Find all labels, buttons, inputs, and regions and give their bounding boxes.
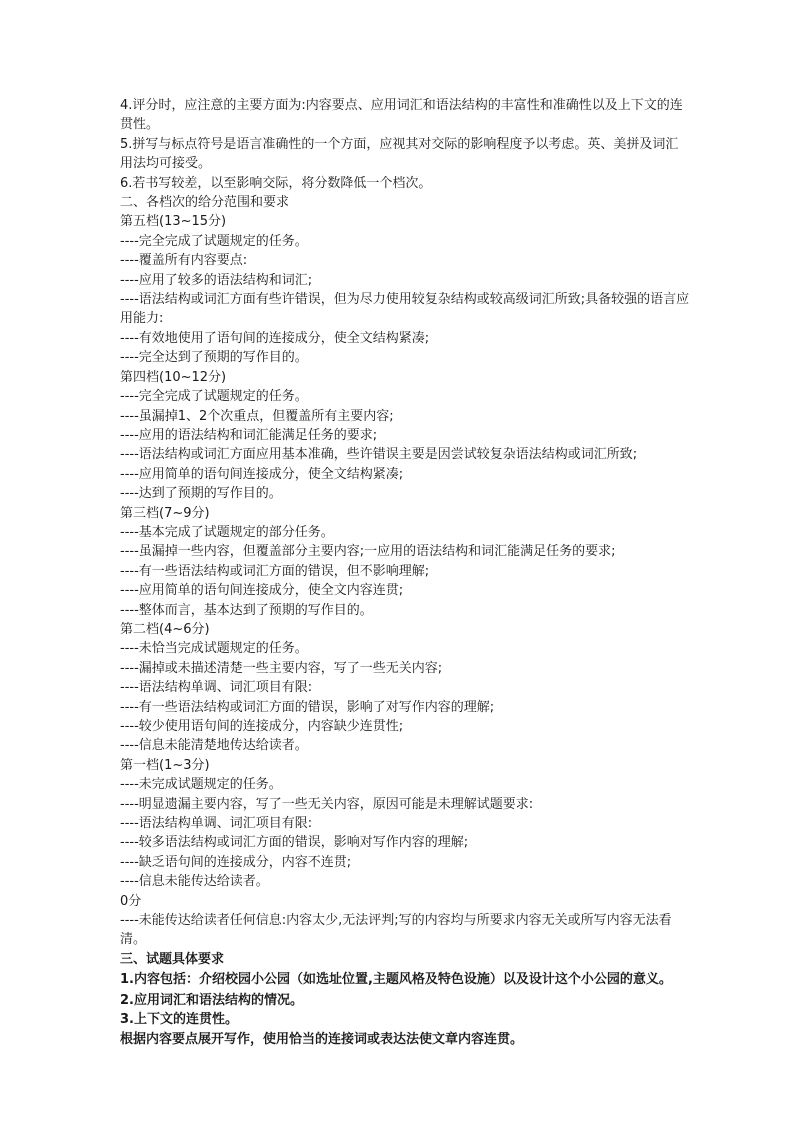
band-1-item: ----较多语法结构或词汇方面的错误，影响对写作内容的理解; <box>120 835 469 851</box>
band-3-item: ----整体而言，基本达到了预期的写作目的。 <box>120 602 373 618</box>
band-5-item: ----语法结构或词汇方面有些许错误，但为尽力使用较复杂结构或较高级词汇所致;具备较强的语言应用能力: <box>120 292 690 327</box>
band-1-item: ----缺乏语句间的连接成分，内容不连贯; <box>120 854 352 870</box>
band-0-heading: 0分 <box>120 893 142 909</box>
band-4-item: ----虽漏掉1、2个次重点，但覆盖所有主要内容; <box>120 408 394 424</box>
section-heading-3: 三、试题具体要求 <box>120 951 225 967</box>
band-4-item: ----应用的语法结构和词汇能满足任务的要求; <box>120 427 378 443</box>
band-0-item: ----未能传达给读者任何信息:内容太少,无法评判;写的内容均与所要求内容无关或所写内容无法看清。 <box>120 913 672 948</box>
band-5-item: ----完全完成了试题规定的任务。 <box>120 233 308 249</box>
band-2-item: ----有一些语法结构或词汇方面的错误，影响了对写作内容的理解; <box>120 699 495 715</box>
section-heading-2: 二、各档次的给分范围和要求 <box>120 195 290 211</box>
band-5-heading: 第五档(13~15分) <box>120 214 227 230</box>
band-1-item: ----未完成试题规定的任务。 <box>120 777 282 793</box>
rule-5: 5.拼写与标点符号是语言准确性的一个方面，应视其对交际的影响程度予以考虑。英、美拼及词汇用法均可接受。 <box>120 136 679 172</box>
band-4-heading: 第四档(10~12分) <box>120 369 227 385</box>
band-3-item: ----虽漏掉一些内容，但覆盖部分主要内容;一应用的语法结构和词汇能满足任务的要求; <box>120 544 616 560</box>
rule-6: 6.若书写较差，以至影响交际，将分数降低一个档次。 <box>120 175 432 191</box>
band-4-item: ----完全完成了试题规定的任务。 <box>120 389 308 405</box>
band-2-item: ----语法结构单调、词汇项目有限: <box>120 680 313 696</box>
band-5-item: ----应用了较多的语法结构和词汇; <box>120 272 313 288</box>
writing-instruction: 根据内容要点展开写作，使用恰当的连接词或表达法使文章内容连贯。 <box>120 1031 524 1047</box>
band-2-item: ----未恰当完成试题规定的任务。 <box>120 641 308 657</box>
band-4-item: ----语法结构或词汇方面应用基本准确，些许错误主要是因尝试较复杂语法结构或词汇所致; <box>120 447 638 463</box>
requirement-1: 1.内容包括：介绍校园小公园（如选址位置,主题风格及特色设施）以及设计这个小公园的意义。 <box>120 972 672 988</box>
band-2-item: ----较少使用语句间的连接成分，内容缺少连贯性; <box>120 719 404 734</box>
band-5-item: ----有效地使用了语句间的连接成分，使全文结构紧凑; <box>120 330 430 346</box>
rule-4: 4.评分时，应注意的主要方面为:内容要点、应用词汇和语法结构的丰富性和准确性以及上下文的连贯性。 <box>120 98 683 133</box>
band-1-item: ----信息未能传达给读者。 <box>120 874 269 890</box>
band-2-item: ----信息未能清楚地传达给读者。 <box>120 738 308 754</box>
band-3-item: ----应用简单的语句间连接成分，使全文内容连贯; <box>120 583 404 599</box>
requirement-2: 2.应用词汇和语法结构的情况。 <box>120 992 303 1008</box>
band-4-item: ----达到了预期的写作目的。 <box>120 486 282 502</box>
band-3-item: ----有一些语法结构或词汇方面的错误，但不影响理解; <box>120 563 430 579</box>
band-1-item: ----明显遗漏主要内容，写了一些无关内容，原因可能是未理解试题要求: <box>120 796 534 812</box>
band-5-item: ----完全达到了预期的写作目的。 <box>120 350 308 366</box>
band-3-heading: 第三档(7~9分) <box>120 505 210 521</box>
band-2-heading: 第二档(4~6分) <box>120 621 210 637</box>
document-body <box>120 96 690 1049</box>
band-4-item: ----应用简单的语句间连接成分，使全文结构紧凑; <box>120 466 404 482</box>
band-5-item: ----覆盖所有内容要点: <box>120 253 248 269</box>
band-1-heading: 第一档(1~3分) <box>120 757 210 773</box>
requirement-3: 3.上下文的连贯性。 <box>120 1012 238 1028</box>
band-3-item: ----基本完成了试题规定的部分任务。 <box>120 524 334 540</box>
band-1-item: ----语法结构单调、词汇项目有限: <box>120 816 313 832</box>
band-2-item: ----漏掉或未描述清楚一些主要内容，写了一些无关内容; <box>120 660 443 676</box>
